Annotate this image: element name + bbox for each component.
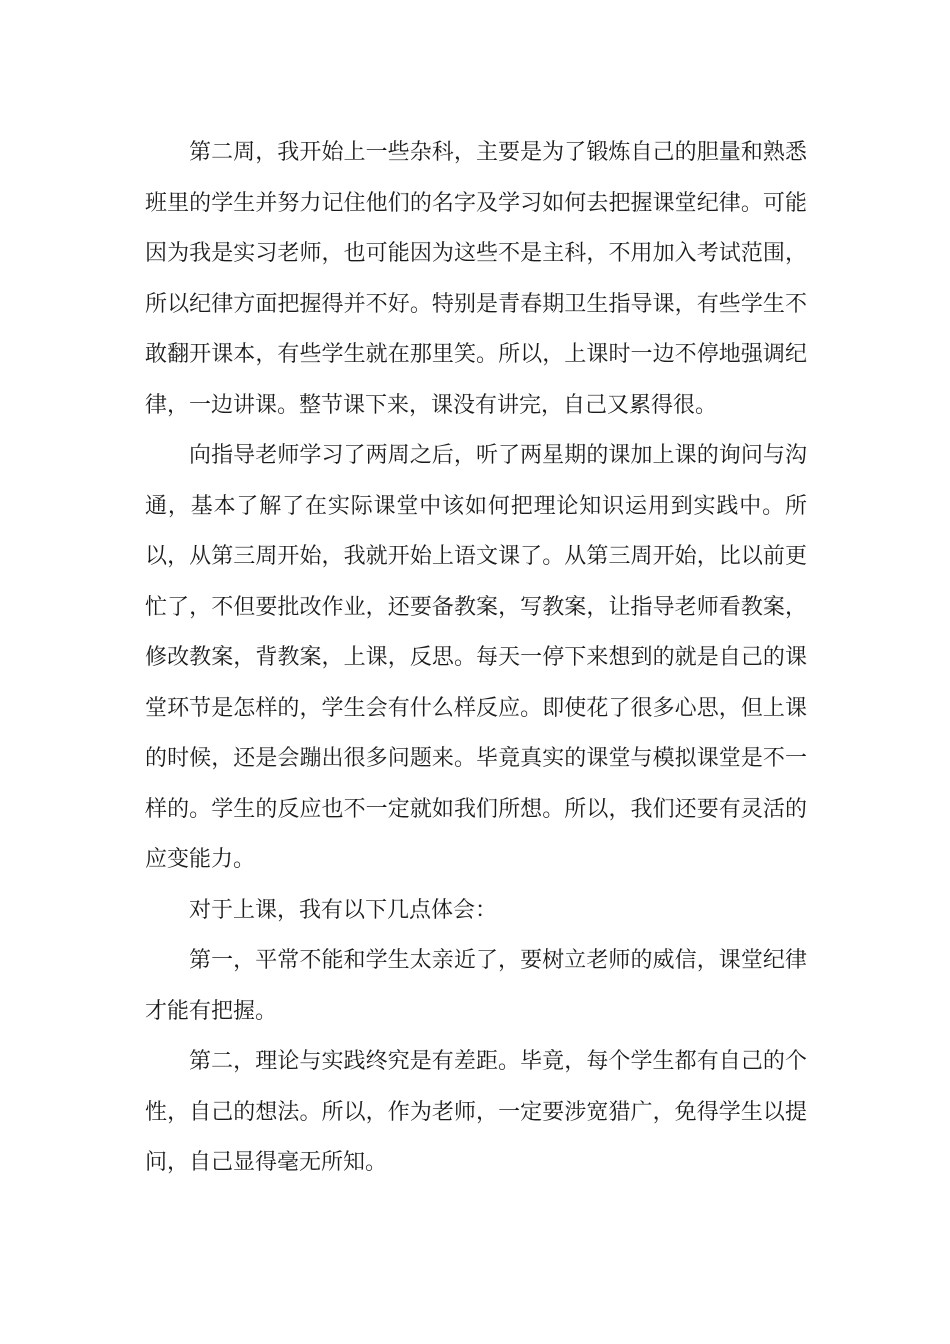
paragraph-week-three: 向指导老师学习了两周之后，听了两星期的课加上课的询问与沟通，基本了解了在实际课堂中该如何把理论知识运用到实践中。所以，从第三周开始，我就开始上语文课了。从第三周开始，比以前更忙了，不但要批改作业，还要备教案，写教案，让指导老师看教案，修改教案，背教案，上课，反思。每天一停下来想到的就是自己的课堂环节是怎样的，学生会有什么样反应。即使花了很多心思，但上课的时候，还是会蹦出很多问题来。毕竟真实的课堂与模拟课堂是不一样的。学生的反应也不一定就如我们所想。所以，我们还要有灵活的应变能力。 — [145, 443, 807, 872]
document-body — [145, 128, 807, 1189]
paragraph-point-one: 第一，平常不能和学生太亲近了，要树立老师的威信，课堂纪律才能有把握。 — [145, 948, 807, 1024]
paragraph-point-two: 第二，理论与实践终究是有差距。毕竟，每个学生都有自己的个性，自己的想法。所以，作为老师，一定要涉宽猎广，免得学生以提问，自己显得毫无所知。 — [145, 1049, 807, 1175]
paragraph-week-two: 第二周，我开始上一些杂科，主要是为了锻炼自己的胆量和熟悉班里的学生并努力记住他们的名字及学习如何去把握课堂纪律。可能因为我是实习老师，也可能因为这些不是主科，不用加入考试范围，所以纪律方面把握得并不好。特别是青春期卫生指导课，有些学生不敢翻开课本，有些学生就在那里笑。所以，上课时一边不停地强调纪律，一边讲课。整节课下来，课没有讲完，自己又累得很。 — [145, 140, 807, 418]
paragraph-reflection-intro: 对于上课，我有以下几点体会： — [189, 897, 498, 923]
